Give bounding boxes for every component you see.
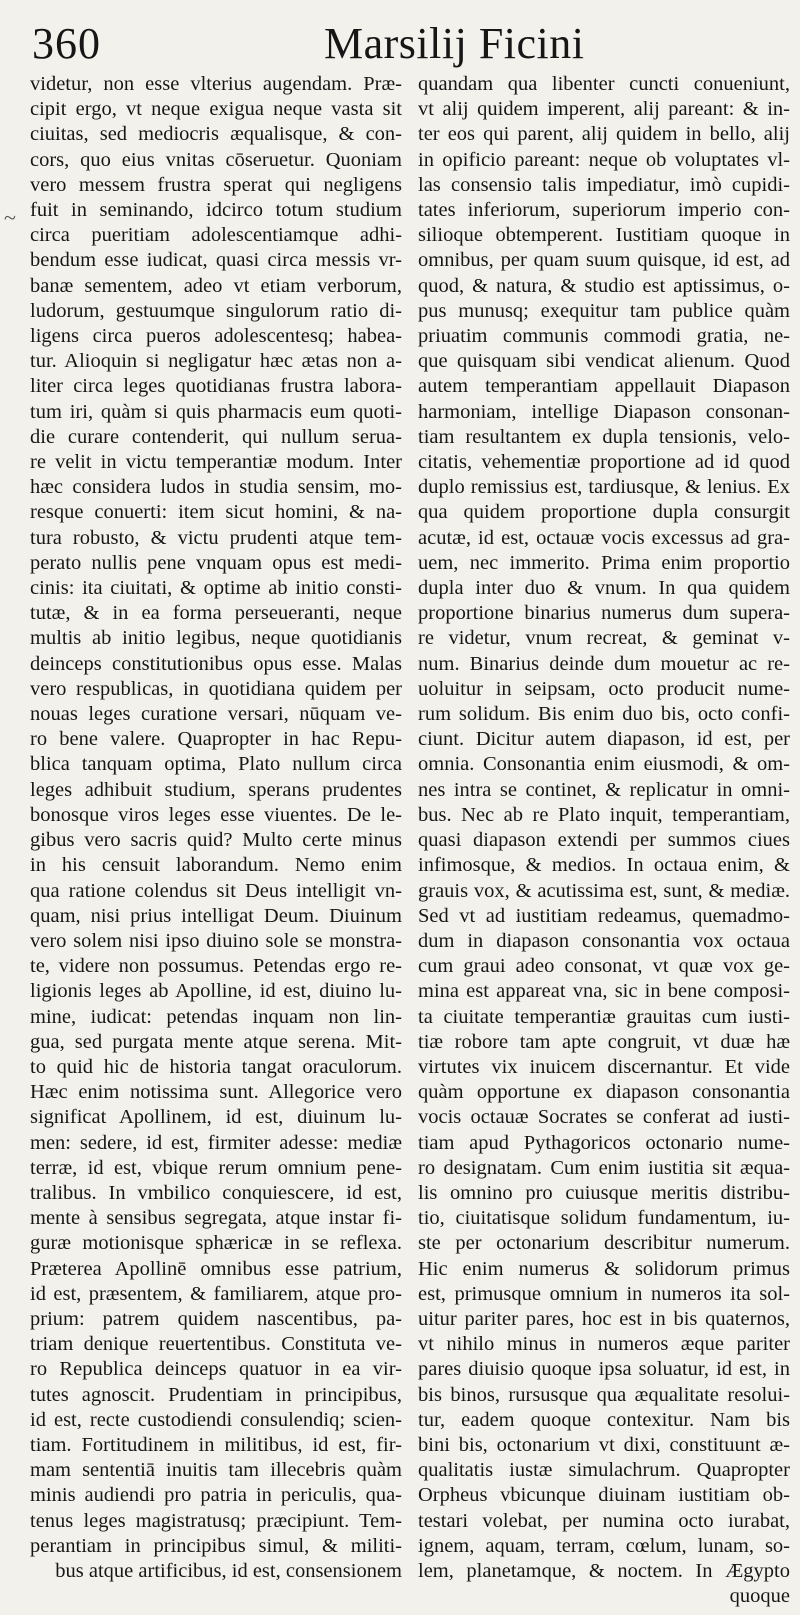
- text-line: Orpheus vbicunque diuinam iustitiam ob-: [418, 1484, 790, 1507]
- text-line: ciunt. Dicitur autem diapason, id est, per: [418, 728, 790, 751]
- text-line: las consensio talis impediatur, imò cupidi-: [418, 173, 790, 196]
- text-line: tura robusto, & victu prudenti atque tem-: [30, 526, 402, 549]
- text-line: infimosque, & medios. In octaua enim, &: [418, 854, 790, 877]
- text-line: cum graui adeo consonat, vt quæ vox ge-: [418, 955, 790, 978]
- text-line: dum in diapason consonantia vox octaua: [418, 929, 790, 952]
- text-line: vero messem frustra sperat qui negligens: [30, 173, 402, 196]
- text-line: multis ab initio legibus, neque quotidianis: [30, 627, 402, 650]
- text-line: nes intra se continet, & replicatur in omni-: [418, 778, 790, 801]
- text-line: citatis, vehementiæ proportione ad id quod: [418, 451, 790, 474]
- text-line: id est, præsentem, & familiarem, atque pro-: [30, 1282, 402, 1305]
- text-line: ro designatam. Cum enim iustitia sit æqua-: [418, 1156, 790, 1179]
- running-title: Marsilij Ficini: [324, 19, 585, 68]
- text-line: quod, & natura, & studio est aptissimus, o-: [418, 274, 790, 297]
- text-line: tiam resultantem ex dupla tensionis, velo-: [418, 425, 790, 448]
- text-line: acutæ, id est, octauæ vocis excessus ad gra-: [418, 526, 790, 549]
- text-line: pares diuisio quoque ipsa soluatur, id est, in: [418, 1358, 790, 1381]
- text-line: deinceps constitutionibus opus esse. Malas: [30, 652, 402, 675]
- text-line: perantiam in principibus simul, & militi-: [30, 1534, 402, 1557]
- left-column: [30, 72, 402, 1612]
- text-line: resque conuerti: item sicut homini, & na-: [30, 501, 402, 524]
- text-line: bonosque viros leges esse viuentes. De le-: [30, 803, 402, 826]
- text-line: silioque obtemperent. Iustitiam quoque in: [418, 224, 790, 247]
- text-line: harmoniam, intellige Diapason consonan-: [418, 400, 790, 423]
- text-line: ligionis leges ab Apolline, id est, diuino lu-: [30, 980, 402, 1003]
- text-line: est, primusque omnium in numeros ita sol-: [418, 1282, 790, 1305]
- text-line: tralibus. In vmbilico conquiescere, id est,: [30, 1181, 402, 1204]
- text-line: men: sedere, id est, firmiter adesse: mediæ: [30, 1131, 402, 1154]
- text-line: terræ, id est, vbique rerum omnium pene-: [30, 1156, 402, 1179]
- text-line: circa pueritiam adolescentiamque adhi-: [30, 224, 402, 247]
- text-line: in opificio pareant: neque ob voluptates vl-: [418, 148, 790, 171]
- text-line: tiam apud Pythagoricos octonario nume-: [418, 1131, 790, 1154]
- text-line: cinis: ita ciuitati, & optime ab initio consti-: [30, 577, 402, 600]
- text-line: quandam qua libenter cuncti conueniunt,: [418, 73, 790, 95]
- text-line: ro Republica deinceps quatuor in ea vir-: [30, 1358, 402, 1381]
- text-line: vt nihilo minus in numeros æque pariter: [418, 1333, 790, 1356]
- text-line: vt alij quidem imperent, alij pareant: & in-: [418, 98, 790, 121]
- text-line: ter eos qui parent, alij quidem in bello, alij: [418, 123, 790, 146]
- text-line: tutæ, & in ea forma perseueranti, neque: [30, 602, 402, 625]
- text-line: re videtur, vnum recreat, & geminat v-: [418, 627, 790, 650]
- text-line: cipit ergo, vt neque exigua neque vasta sit: [30, 98, 402, 121]
- text-line: guræ motionisque sphæricæ in se reflexa.: [30, 1232, 402, 1255]
- text-line: die curare contenderit, qui nullum serua-: [30, 425, 402, 448]
- text-line: uoluitur in seipsam, octo producit nume-: [418, 677, 790, 700]
- text-columns: [30, 72, 790, 1612]
- margin-mark: ~: [4, 205, 16, 230]
- text-line: tur, eadem quoque contexitur. Nam bis: [418, 1408, 790, 1431]
- text-line: grauis vox, & acutissima est, sunt, & mediæ.: [418, 879, 790, 902]
- text-line: duplo remissius est, tardiusque, & lenius. Ex: [418, 476, 790, 499]
- text-line: vero respublicas, in quotidiana quidem per: [30, 677, 402, 700]
- text-line: ta ciuitate temperantiæ grauitas cum iusti-: [418, 1005, 790, 1028]
- text-line: fuit in seminando, idcirco totum studium: [30, 199, 402, 222]
- text-line: tates inferiorum, superiorum imperio con-: [418, 199, 790, 222]
- text-line: id est, recte custodiendi consulendiq; scien-: [30, 1408, 402, 1431]
- text-line: tiam. Fortitudinem in militibus, id est, fir-: [30, 1433, 402, 1456]
- text-line: liter circa leges quotidianas frustra labora-: [30, 375, 402, 398]
- text-line: vocis octauæ Socrates se conferat ad iusti-: [418, 1106, 790, 1129]
- text-line: mina est appareat vna, sic in bene composi-: [418, 980, 790, 1003]
- text-line: dupla inter duo & vnum. In qua quidem: [418, 577, 790, 600]
- text-line: uem, nec immerito. Prima enim proportio: [418, 551, 790, 574]
- text-line: in his censuit laborandum. Nemo enim: [30, 854, 402, 877]
- text-line: omnibus, per quam suum quisque, id est, ad: [418, 249, 790, 272]
- text-line: quàm opportune ex diapason consonantia: [418, 1081, 790, 1104]
- text-line: bendum esse iudicat, quasi circa messis vr-: [30, 249, 402, 272]
- text-line: que quisquam sibi vendicat alienum. Quod: [418, 350, 790, 373]
- page-number: 360: [32, 19, 101, 68]
- text-line: nouas leges curatione versari, nūquam ve-: [30, 703, 402, 726]
- text-line: bis binos, rursusque qua æqualitate resolui-: [418, 1383, 790, 1406]
- text-line: quam, nisi prius intelligat Deum. Diuinum: [30, 904, 402, 927]
- text-line: proportione binarius numerus dum supera-: [418, 602, 790, 625]
- text-line: tutes agnoscit. Prudentiam in principibus,: [30, 1383, 402, 1406]
- text-line: prium: patrem quidem nascentibus, pa-: [30, 1307, 402, 1330]
- text-line: banæ sementem, adeo vt etiam verborum,: [30, 274, 402, 297]
- text-line: lem, planetamque, & noctem. In Ægypto: [418, 1559, 790, 1582]
- catchword: quoque: [729, 1585, 790, 1608]
- text-line: ignem, aquam, terram, cœlum, lunam, so-: [418, 1534, 790, 1557]
- text-line: ludorum, gestuumque singulorum ratio di-: [30, 299, 402, 322]
- text-line: uitur pariter pares, hoc est in bis quaternos,: [418, 1307, 790, 1330]
- text-line: mam sententiā inuitis tam illecebris quàm: [30, 1459, 402, 1482]
- text-line: vero solem nisi ipso diuino sole se monstra-: [30, 929, 402, 952]
- text-line: ciuitas, sed mediocris æqualisque, & con-: [30, 123, 402, 146]
- text-line: omnia. Consonantia enim eiusmodi, & om-: [418, 753, 790, 776]
- text-line: quasi diapason extendi per summos ciues: [418, 829, 790, 852]
- text-line: blica tanquam optima, Plato nullum circa: [30, 753, 402, 776]
- text-line: minis audiendi pro patria in periculis, qua-: [30, 1484, 402, 1507]
- text-line: te, videre non possumus. Petendas ergo re-: [30, 955, 402, 978]
- text-line: num. Binarius deinde dum mouetur ac re-: [418, 652, 790, 675]
- text-line: qua quidem proportione dupla consurgit: [418, 501, 790, 524]
- text-line: testari volebat, per numina octo iurabat,: [418, 1509, 790, 1532]
- running-head: [24, 8, 784, 70]
- text-line: gua, sed purgata mente atque serena. Mit-: [30, 1030, 402, 1053]
- text-line: tio, ciuitatisque solidum fundamentum, iu-: [418, 1207, 790, 1230]
- text-line: Sed vt ad iustitiam redeamus, quemadmo-: [418, 904, 790, 927]
- text-line: qua ratione colendus sit Deus intelligit vn-: [30, 879, 402, 902]
- text-line: Hæc enim notissima sunt. Allegorice vero: [30, 1081, 402, 1104]
- text-line: ligens circa pueros adolescentesq; habea-: [30, 325, 402, 348]
- text-line: autem temperantiam appellauit Diapason: [418, 375, 790, 398]
- text-line: virtutes vix inuicem discernantur. Et vide: [418, 1055, 790, 1078]
- text-line: to quid hic de historia tangat oraculorum.: [30, 1055, 402, 1078]
- text-line: hæc considera ludos in studia sensim, mo-: [30, 476, 402, 499]
- text-line: Præterea Apollinē omnibus esse patrium,: [30, 1257, 402, 1280]
- text-line: tiæ robore tam apte congruit, vt duæ hæ: [418, 1030, 790, 1053]
- text-line: bus atque artificibus, id est, consensionem: [55, 1559, 402, 1582]
- text-line: rum solidum. Bis enim duo bis, octo confi-: [418, 703, 790, 726]
- text-line: bini bis, octonarium vt dixi, constituunt æ-: [418, 1433, 790, 1456]
- text-line: mente à sensibus segregata, atque instar fi-: [30, 1207, 402, 1230]
- text-line: perato nullis pene vnquam opus est medi-: [30, 551, 402, 574]
- text-line: pus munusq; exequitur tam publice quàm: [418, 299, 790, 322]
- text-line: leges adhibuit studium, sperans prudentes: [30, 778, 402, 801]
- text-line: significat Apollinem, id est, diuinum lu-: [30, 1106, 402, 1129]
- text-line: tur. Alioquin si negligatur hæc ætas non a-: [30, 350, 402, 373]
- text-line: cors, quo eius vnitas cōseruetur. Quoniam: [30, 148, 402, 171]
- text-line: bus. Nec ab re Plato inquit, temperantiam,: [418, 803, 790, 826]
- text-line: videtur, non esse vlterius augendam. Præ-: [30, 73, 402, 95]
- text-line: mine, iudicat: petendas inquam non lin-: [30, 1005, 402, 1028]
- text-line: qualitatis iustæ simulachrum. Quapropter: [418, 1459, 790, 1482]
- text-line: lis omnino pro cuiusque meritis distribu-: [418, 1181, 790, 1204]
- text-line: priuatim communis commodi gratia, ne-: [418, 325, 790, 348]
- text-line: ro bene valere. Quapropter in hac Repu-: [30, 728, 402, 751]
- text-line: tenus leges magistratusq; præcipiunt. Tem-: [30, 1509, 402, 1532]
- text-line: gibus vero sacris quid? Multo certe minus: [30, 829, 402, 852]
- right-column: [418, 72, 790, 1612]
- text-line: ste per octonarium describitur numerum.: [418, 1232, 790, 1255]
- text-line: re velit in victu temperantiæ modum. Inter: [30, 451, 402, 474]
- text-line: triam denique reuertentibus. Constituta ve-: [30, 1333, 402, 1356]
- text-line: tum iri, quàm si quis pharmacis eum quoti-: [30, 400, 402, 423]
- text-line: Hic enim numerus & solidorum primus: [418, 1257, 790, 1280]
